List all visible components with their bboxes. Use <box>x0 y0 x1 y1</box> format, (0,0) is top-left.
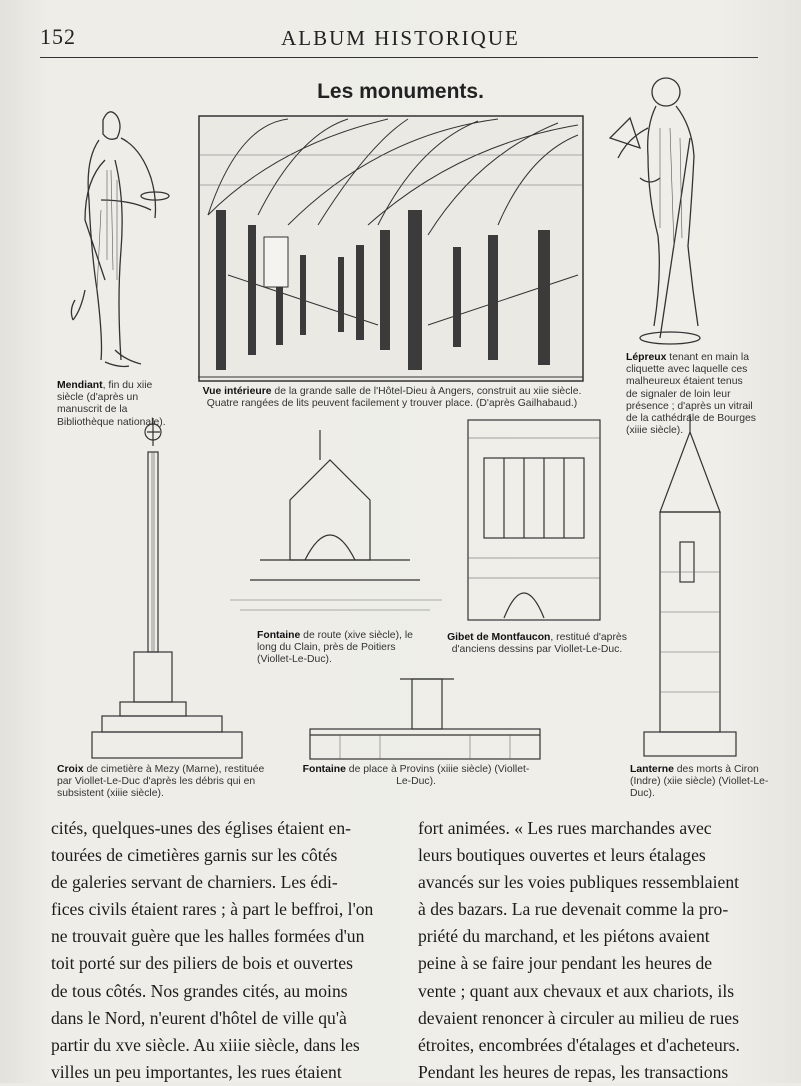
body-left-line: fices civils étaient rares ; à part le beffroi, l'on <box>51 899 374 920</box>
caption-lanterne <box>630 764 775 801</box>
caption-vue-title: Vue intérieure <box>202 386 272 397</box>
fontaine-route-illustration <box>230 420 442 620</box>
caption-fontaine-place-title: Fontaine <box>302 764 346 775</box>
body-right-line: priété du marchand, et les piétons avaient <box>418 926 710 947</box>
running-title: ALBUM HISTORIQUE <box>281 26 520 50</box>
caption-lepreux-text: tenant en main la cliquette avec laquelle ces malheureux étaient tenus de signaler de loin leur présence ; d'après un vitrail de la cathédrale de Bourges (xiiie siècle). <box>626 352 756 437</box>
body-right-line: avancés sur les voies publiques ressemblaient <box>418 872 740 893</box>
page-number: 152 <box>40 24 76 49</box>
caption-lanterne-text: des morts à Ciron (Indre) (xiie siècle) (Viollet-Le-Duc). <box>630 764 769 800</box>
body-left-line: tourées de cimetières garnis sur les côtés <box>51 845 338 866</box>
caption-vue-interieure <box>192 386 592 410</box>
body-left-line: partir du xve siècle. Au xiiie siècle, dans les <box>51 1034 360 1055</box>
body-left-line: ne trouvait guère que les halles formées d'un <box>51 926 365 947</box>
body-right-line: leurs boutiques ouvertes et leurs étalages <box>418 845 706 866</box>
caption-croix-title: Croix <box>57 764 84 775</box>
caption-mendiant-text: , fin du xiie siècle (d'après un manuscrit de la Bibliothèque nationale). <box>57 380 166 428</box>
body-column-right <box>418 815 754 1086</box>
body-right-line: étroites, encombrées d'étalages et d'acheteurs. <box>418 1034 740 1055</box>
body-left-line: villes un peu importantes, les rues étaient <box>51 1061 342 1082</box>
body-column-left <box>51 815 384 1086</box>
caption-lepreux-title: Lépreux <box>626 352 667 363</box>
mendiant-illustration <box>55 100 175 380</box>
body-left-line: dans le Nord, n'eurent d'hôtel de ville qu'à <box>51 1007 347 1028</box>
body-right-line: Pendant les heures de repas, les transactions <box>418 1061 729 1082</box>
caption-fontaine-route-title: Fontaine <box>257 630 301 641</box>
body-left-line: cités, quelques-unes des églises étaient en- <box>51 818 351 838</box>
body-right-line: peine à se faire jour pendant les heures de <box>418 953 713 974</box>
body-left-line: toit porté sur des piliers de bois et ouvertes <box>51 953 353 974</box>
caption-croix-text: de cimetière à Mezy (Marne), restituée par Viollet-Le-Duc d'après les débris qui en subsistent (xiiie siècle). <box>57 764 265 800</box>
caption-croix <box>57 764 267 801</box>
caption-gibet-text: , restitué d'après d'anciens dessins par Viollet-Le-Duc. <box>451 632 627 656</box>
caption-fontaine-route-text: de route (xive siècle), le long du Clain, près de Poitiers (Viollet-Le-Duc). <box>257 630 413 666</box>
caption-fontaine-place-text: de place à Provins (xiiie siècle) (Viollet-Le-Duc). <box>345 764 530 788</box>
gibet-illustration <box>464 418 604 628</box>
body-right-line: vente ; quant aux chevaux et aux chariots, ils <box>418 980 735 1001</box>
caption-fontaine-place <box>296 764 536 788</box>
body-right-line: à des bazars. La rue devenait comme la pro- <box>418 899 729 920</box>
body-left-line: de galeries servant de charniers. Les édi- <box>51 872 338 893</box>
body-right-line: fort animées. « Les rues marchandes avec <box>418 818 712 838</box>
caption-vue-text: de la grande salle de l'Hôtel-Dieu à Angers, construit au xiie siècle. Quatre rangées de lits peuvent facilement y trouver place. (D'après Gailhabaud.) <box>206 386 582 410</box>
caption-gibet-title: Gibet de Montfaucon <box>447 632 551 643</box>
fontaine-place-illustration <box>300 675 550 765</box>
body-right-line: devaient renoncer à circuler au milieu de rues <box>418 1007 739 1028</box>
caption-mendiant-title: Mendiant <box>57 380 103 391</box>
body-left-line: de tous côtés. Nos grandes cités, au moins <box>51 980 348 1001</box>
section-title: Les monuments. <box>317 80 484 103</box>
croix-illustration <box>90 412 250 762</box>
header-rule <box>40 57 758 58</box>
lepreux-illustration <box>600 68 720 348</box>
caption-fontaine-route <box>257 630 427 667</box>
caption-lanterne-title: Lanterne <box>630 764 674 775</box>
caption-gibet <box>447 632 627 656</box>
lanterne-illustration <box>640 412 740 762</box>
vue-interieure-illustration <box>198 115 584 382</box>
